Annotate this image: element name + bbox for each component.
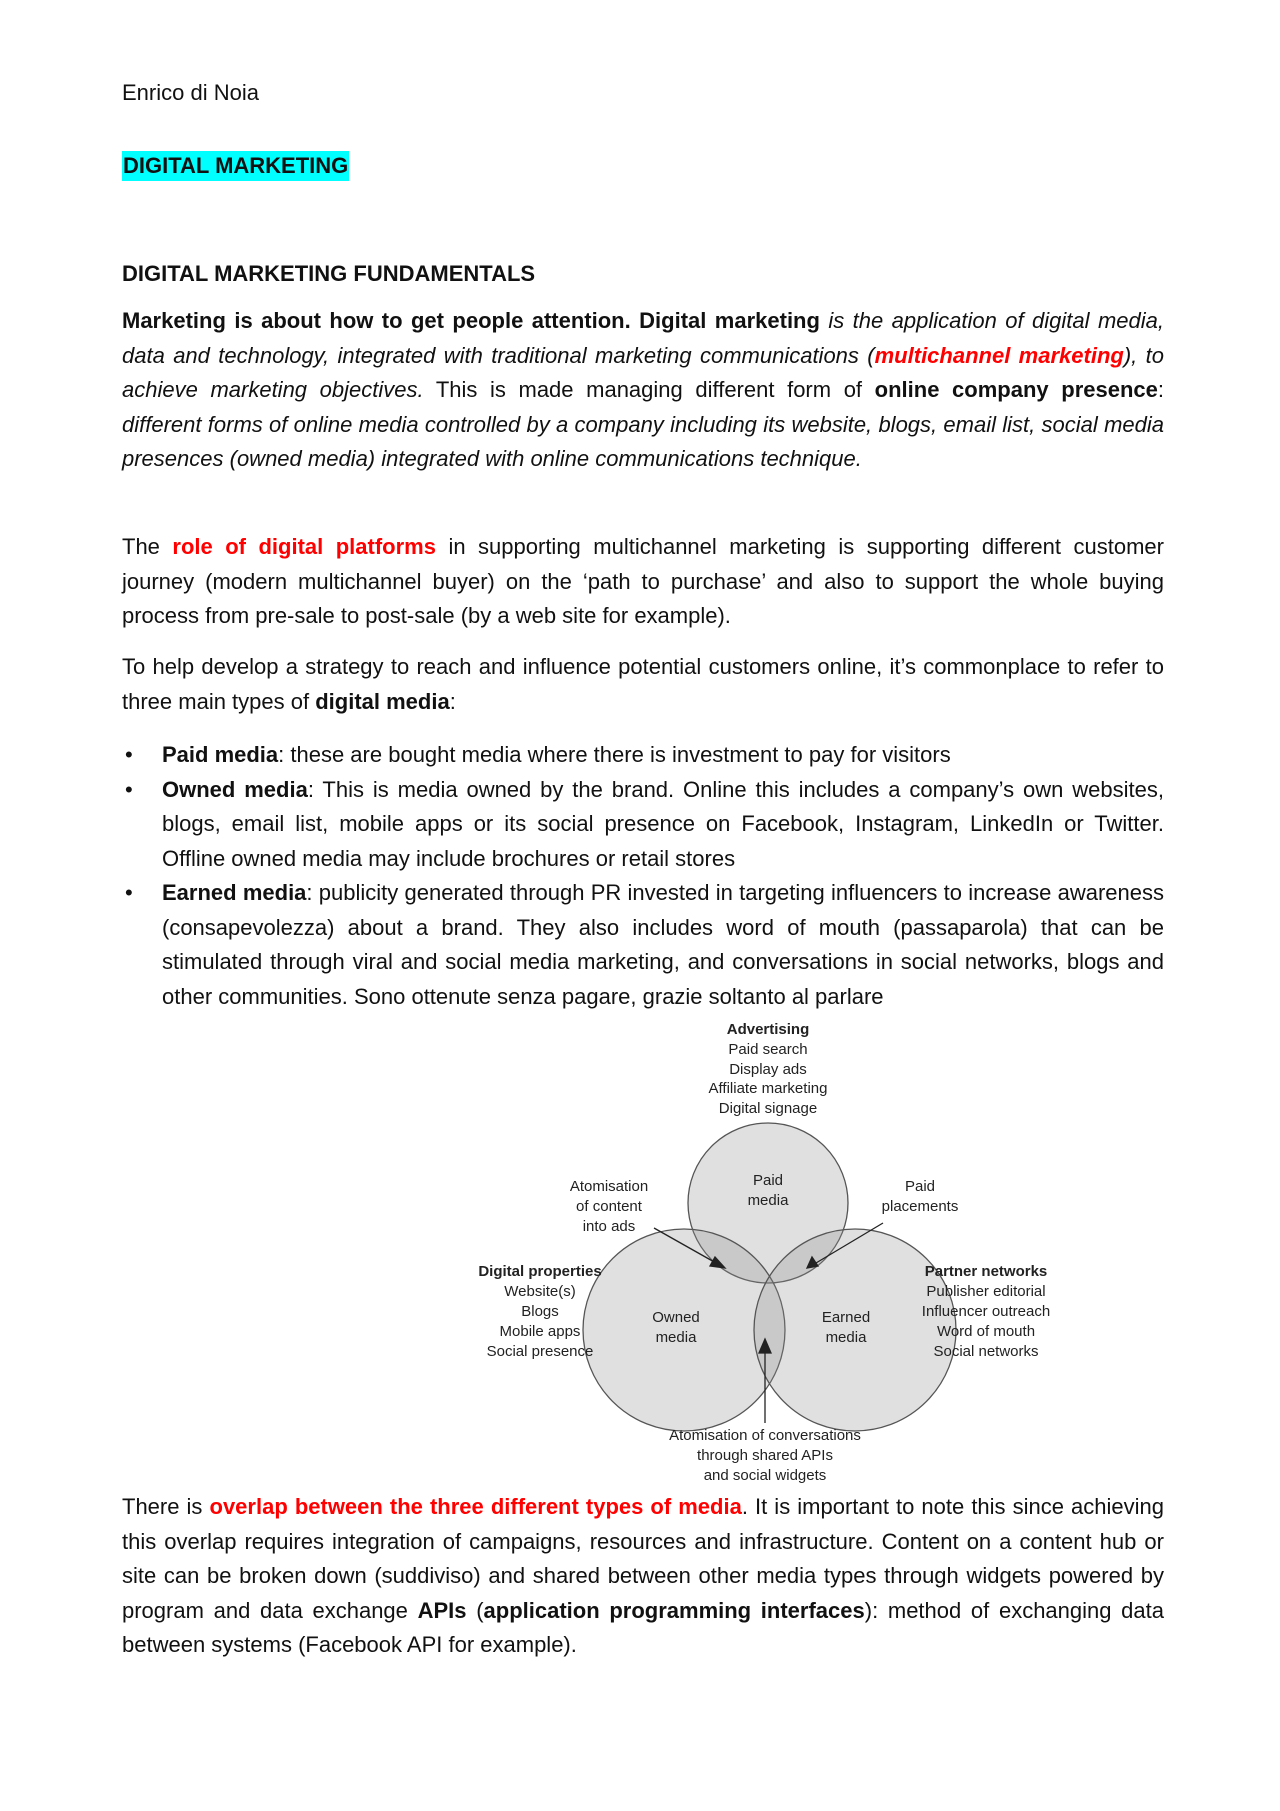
atomisation-conversations-label: through shared APIs xyxy=(697,1447,833,1464)
paragraph-digital-media xyxy=(122,650,1164,719)
list-item-text: : This is media owned by the brand. Online this includes a company’s own websites, blogs, email list, mobile apps or its social presence on Facebook, Instagram, LinkedIn or Twitter. Offline owned media may include brochures or retail stores xyxy=(162,776,1164,871)
p1-s9: different forms of online media controlled by a company including its website, blogs, email list, social media presences (owned media) integrated with online communications technique. xyxy=(122,411,1164,471)
owned-media-label: media xyxy=(655,1329,697,1346)
advertising-title: Advertising xyxy=(726,1021,810,1038)
list-item-term: Paid media xyxy=(162,742,279,767)
digital-properties-item: Social presence xyxy=(486,1343,594,1360)
earned-media-label: Earned xyxy=(821,1309,871,1326)
paragraph-overlap xyxy=(122,1490,1164,1663)
earned-media-label: media xyxy=(825,1329,867,1346)
owned-media-label: Owned xyxy=(652,1309,700,1326)
p1-multichannel-highlight: multichannel marketing xyxy=(874,342,1124,368)
bullet-icon: • xyxy=(125,776,133,802)
venn-diagram xyxy=(462,1013,1062,1483)
list-item-paid-media xyxy=(122,738,1164,773)
list-item-text: : publicity generated through PR invested in targeting influencers to increase awareness (consapevolezza) about a brand. They also includes word of mouth (passaparola) that can be stimulated through viral and social media marketing, and conversations in social networks, blogs and other communities. Sono ottenute senza pagare, grazie soltanto al parlare xyxy=(162,880,1164,1009)
p4-s1: There is xyxy=(122,1494,203,1519)
p4-s3: . It is important to note this since achieving this overlap requires integration of campaigns, resources and infrastructure. Content on a content hub or site can be broken down (suddiviso) and shared between other media types through widgets powered by program and data exchange xyxy=(122,1494,1164,1623)
list-item-term: Earned media xyxy=(162,880,307,905)
atomisation-ads-label: into ads xyxy=(582,1218,636,1235)
digital-properties-item: Website(s) xyxy=(504,1283,576,1300)
partner-networks-item: Word of mouth xyxy=(936,1323,1036,1340)
atomisation-ads-label: Atomisation xyxy=(569,1178,649,1195)
advertising-item: Display ads xyxy=(729,1061,807,1078)
p3-s1: To help develop a strategy to reach and influence potential customers online, it’s commonplace to refer to three main types of xyxy=(122,654,1164,714)
advertising-item: Affiliate marketing xyxy=(708,1080,828,1097)
list-item-text: : these are bought media where there is investment to pay for visitors xyxy=(278,742,951,767)
p1-s6: This is made managing different form of xyxy=(435,377,863,402)
p1-s5: ), to achieve marketing objectives. xyxy=(122,342,1164,402)
digital-properties-item: Blogs xyxy=(521,1303,559,1320)
partner-networks-item: Publisher editorial xyxy=(926,1283,1046,1300)
bullet-icon: • xyxy=(125,880,133,905)
p1-s7: online company presence xyxy=(874,377,1158,402)
atomisation-ads-label: of content xyxy=(576,1198,642,1215)
p4-api-definition: application programming interfaces xyxy=(483,1597,865,1623)
bullet-icon: • xyxy=(125,742,133,767)
advertising-item: Digital signage xyxy=(718,1100,818,1117)
p4-s7: ): method of exchanging data between systems (Facebook API for example). xyxy=(122,1597,1164,1657)
paid-placements-label: Paid xyxy=(904,1178,936,1195)
atomisation-conversations-label: and social widgets xyxy=(703,1467,827,1483)
p4-apis: APIs xyxy=(417,1597,467,1623)
list-item-earned-media xyxy=(122,876,1164,1014)
paid-media-label: Paid xyxy=(752,1172,784,1189)
paid-placements-label: placements xyxy=(881,1198,959,1215)
partner-networks-item: Influencer outreach xyxy=(921,1303,1051,1320)
section-title: DIGITAL MARKETING FUNDAMENTALS xyxy=(122,261,536,286)
p1-s3: is the application of digital media, data and technology, integrated with traditional marketing communications ( xyxy=(122,308,1164,368)
p1-s2: Digital marketing xyxy=(639,308,820,333)
partner-networks-item: Social networks xyxy=(933,1343,1039,1360)
author-name: Enrico di Noia xyxy=(122,80,259,105)
digital-properties-item: Mobile apps xyxy=(499,1323,581,1340)
advertising-item: Paid search xyxy=(728,1041,808,1058)
list-item-owned-media xyxy=(122,773,1164,877)
p2-s3: in supporting multichannel marketing is supporting different customer journey (modern multichannel buyer) on the ‘path to purchase’ and also to support the whole buying process from pre-sale to post-sale (by a web site for example). xyxy=(122,534,1164,628)
atomisation-conversations-label: Atomisation of conversations xyxy=(669,1427,861,1444)
p4-s5: ( xyxy=(476,1597,484,1623)
p1-s1: Marketing is about how to get people attention. xyxy=(122,308,631,333)
digital-properties-title: Digital properties xyxy=(478,1263,602,1280)
paragraph-digital-platforms xyxy=(122,530,1164,634)
p4-overlap-highlight: overlap between the three different types of media xyxy=(209,1494,742,1519)
paid-media-label: media xyxy=(747,1192,789,1209)
media-types-list xyxy=(122,738,1164,1014)
p3-s2: digital media xyxy=(315,688,450,714)
p1-s8: : xyxy=(1157,377,1164,402)
p2-platforms-highlight: role of digital platforms xyxy=(172,534,436,559)
list-item-term: Owned media xyxy=(162,776,308,802)
partner-networks-title: Partner networks xyxy=(924,1263,1048,1280)
p2-s1: The xyxy=(122,534,160,559)
paragraph-definition xyxy=(122,304,1164,477)
document-title: DIGITAL MARKETING xyxy=(122,151,349,181)
p3-s3: : xyxy=(449,688,456,714)
